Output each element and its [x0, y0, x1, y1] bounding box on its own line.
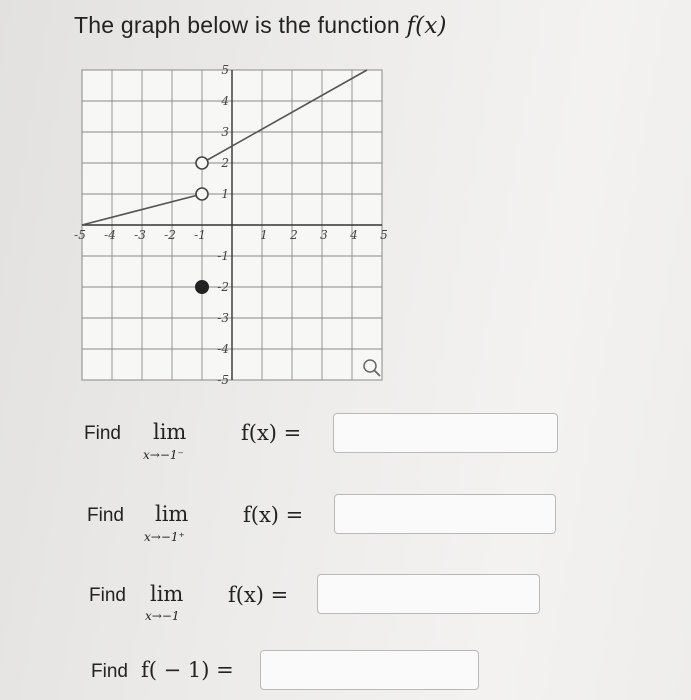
find-label: Find — [84, 423, 121, 444]
y-tick-label: 3 — [221, 125, 229, 139]
x-tick-label: 4 — [350, 228, 358, 242]
lim-word: lim — [150, 582, 184, 606]
title-text: The graph below is the function — [74, 12, 407, 38]
y-tick-label: 5 — [221, 63, 229, 77]
lim-word: lim — [155, 502, 189, 526]
question-title — [74, 12, 447, 39]
y-tick-label: 2 — [221, 156, 229, 170]
closed-point — [196, 281, 209, 294]
lim-subscript: x→−1⁻ — [143, 448, 184, 462]
lim-word: lim — [153, 420, 187, 444]
y-tick-label: -3 — [217, 311, 229, 325]
find-label: Find — [91, 661, 128, 682]
function-expression: f(x) = — [243, 503, 304, 527]
y-tick-label: 4 — [221, 94, 229, 108]
x-tick-label: -5 — [74, 228, 86, 242]
x-tick-label: 1 — [260, 228, 268, 242]
x-tick-label: -4 — [104, 228, 116, 242]
x-tick-label: -2 — [164, 228, 176, 242]
answer-input-3[interactable] — [317, 574, 540, 614]
open-point — [196, 188, 208, 200]
find-label: Find — [89, 585, 126, 606]
y-tick-label: -1 — [217, 249, 229, 263]
answer-input-2[interactable] — [334, 494, 556, 534]
function-expression: f(x) = — [228, 583, 289, 607]
y-tick-label: -4 — [217, 342, 229, 356]
find-label: Find — [87, 505, 124, 526]
y-tick-label: -2 — [217, 280, 229, 294]
function-expression: f( − 1) = — [141, 658, 234, 682]
x-tick-label: 3 — [320, 228, 328, 242]
y-tick-label: 1 — [221, 187, 229, 201]
lim-subscript: x→−1 — [145, 609, 180, 623]
y-tick-label: -5 — [217, 373, 229, 387]
open-point — [196, 157, 208, 169]
answer-input-1[interactable] — [333, 413, 558, 453]
title-function: f(x) — [406, 13, 447, 39]
x-tick-label: 5 — [380, 228, 388, 242]
answer-input-4[interactable] — [260, 650, 479, 690]
function-graph — [74, 63, 388, 387]
x-tick-label: -3 — [134, 228, 146, 242]
function-expression: f(x) = — [241, 421, 302, 445]
lim-subscript: x→−1⁺ — [144, 530, 185, 544]
x-tick-label: 2 — [290, 228, 298, 242]
x-tick-label: -1 — [194, 228, 206, 242]
